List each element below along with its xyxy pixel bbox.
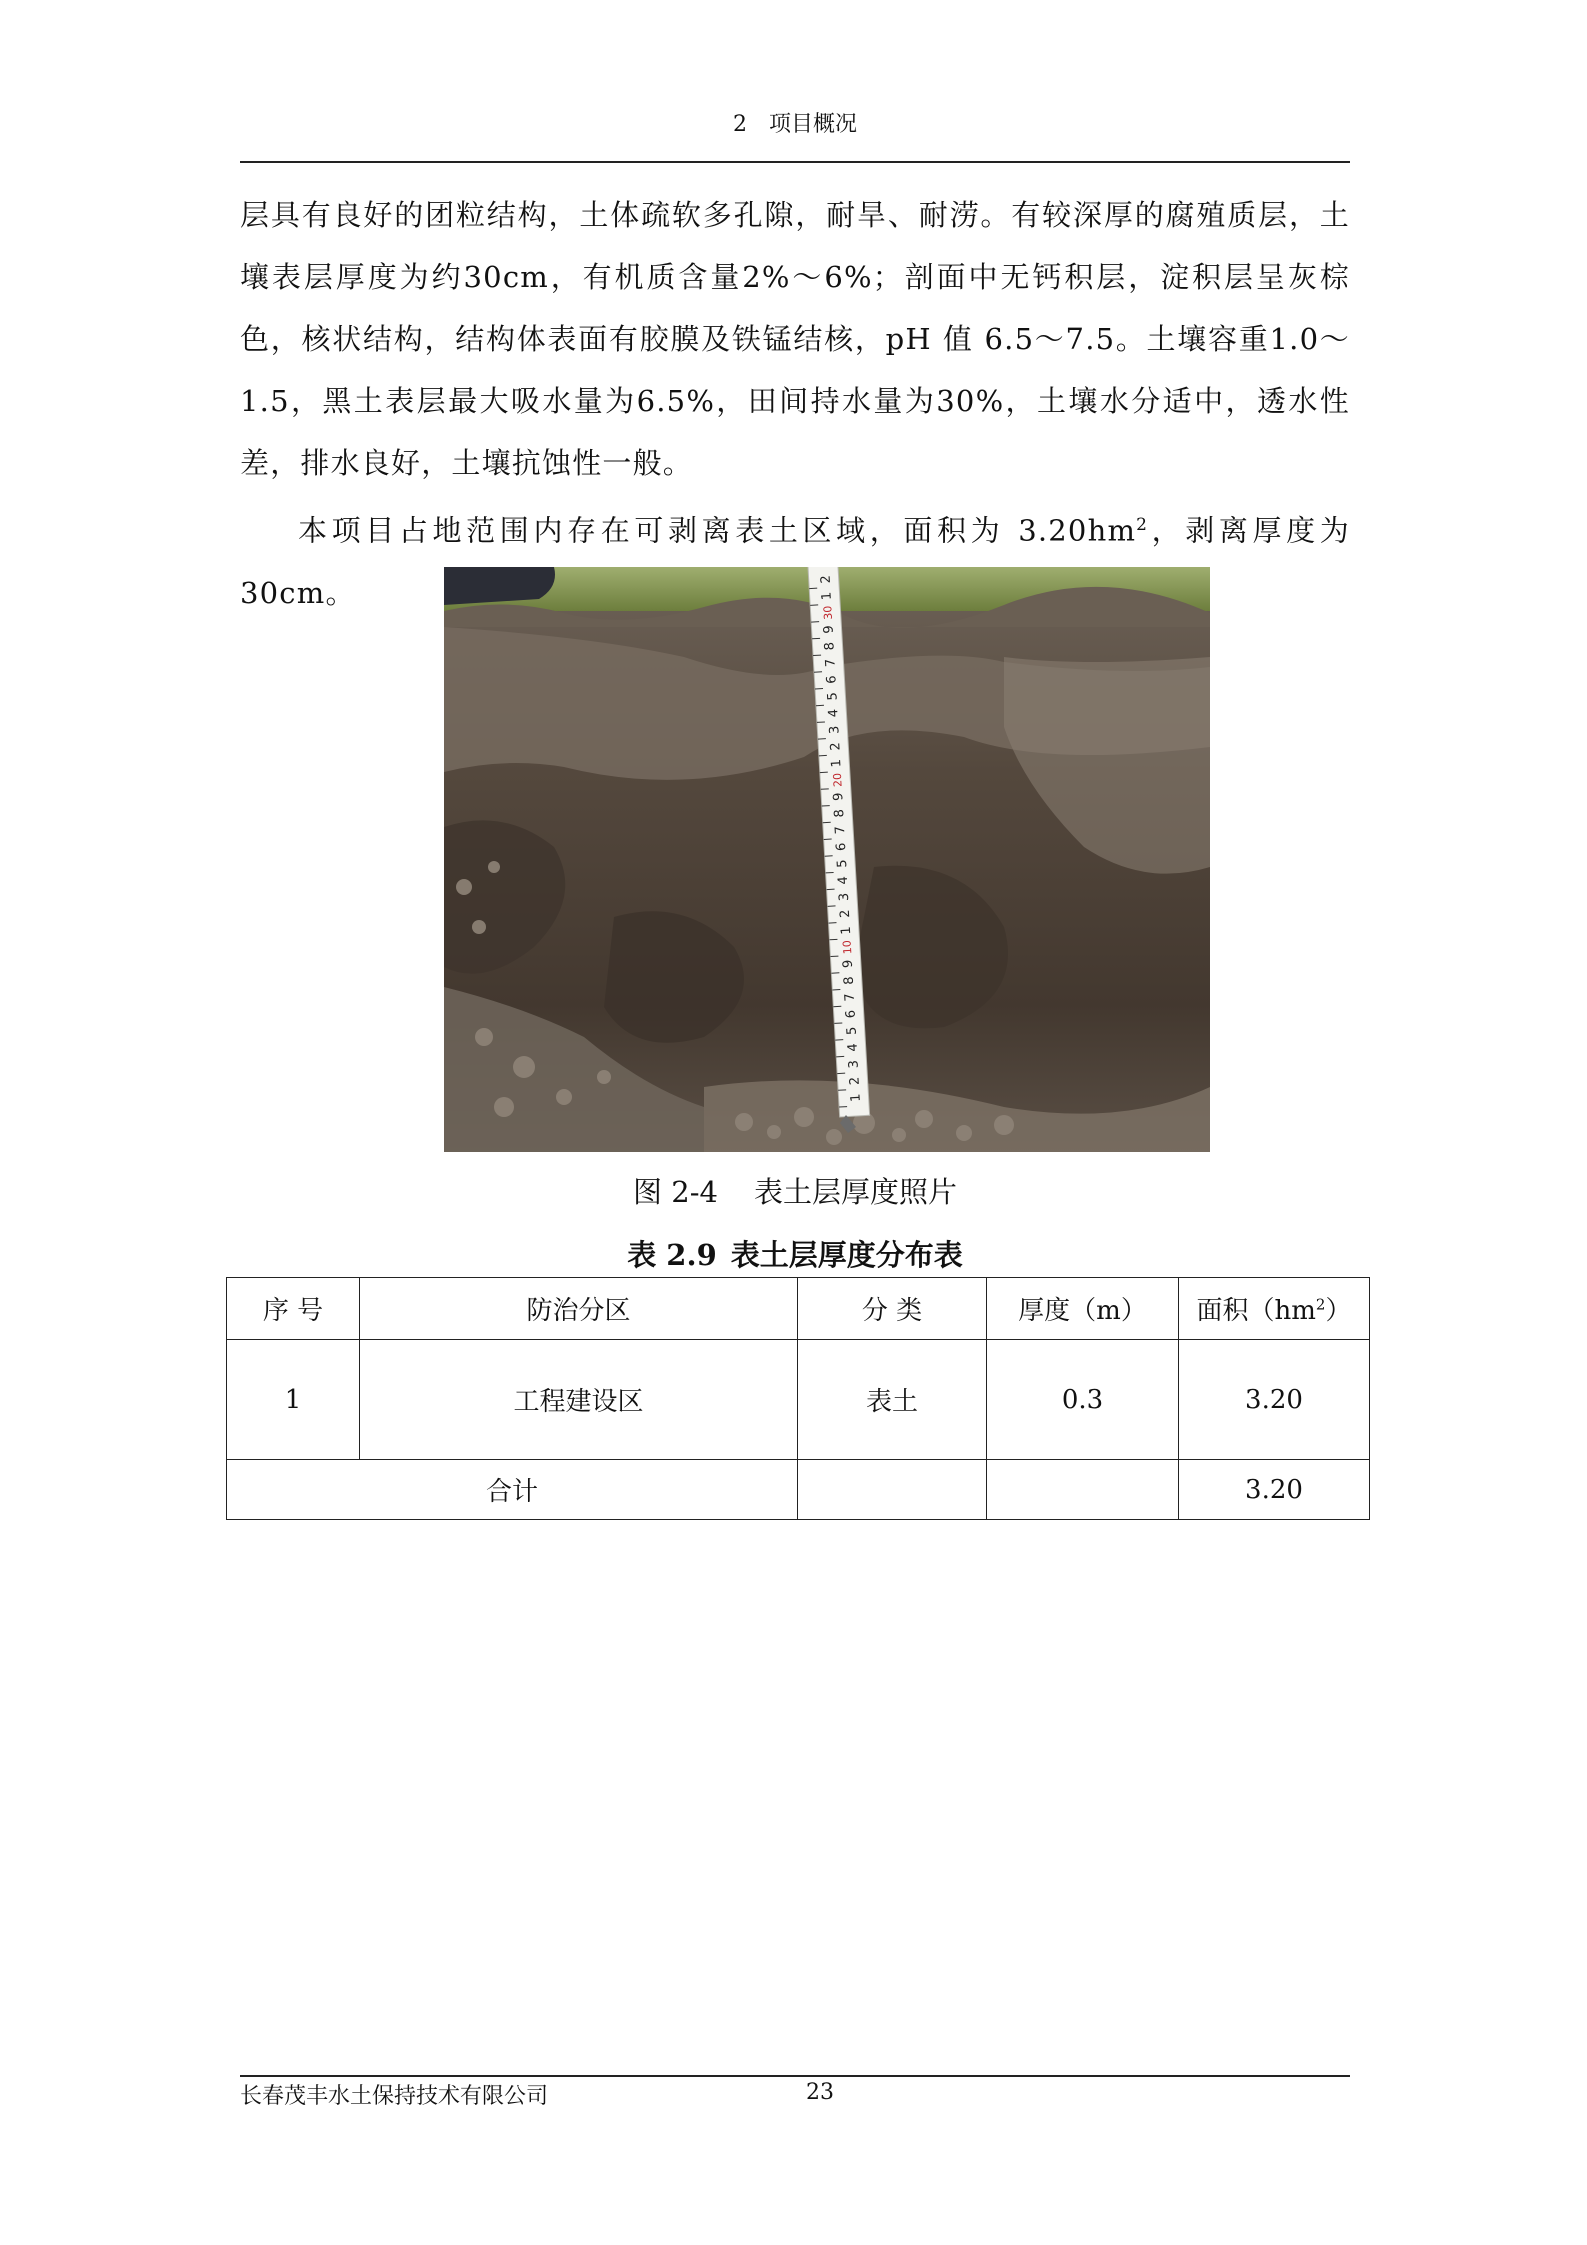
figure-caption bbox=[240, 1172, 1350, 1212]
tape-mark-label: 5 bbox=[834, 858, 851, 869]
cell-zone: 工程建设区 bbox=[360, 1340, 798, 1460]
paragraph-text: 本项目占地范围内存在可剥离表土区域，面积为 3.20hm bbox=[298, 513, 1137, 548]
tape-mark-label: 10 bbox=[840, 939, 855, 955]
total-empty-category bbox=[798, 1460, 987, 1520]
tape-mark-label: 1 bbox=[819, 591, 835, 601]
page-number: 23 bbox=[806, 2080, 834, 2105]
tape-mark-label: 1 bbox=[838, 925, 855, 936]
chapter-title: 项目概况 bbox=[768, 112, 857, 137]
tape-mark-label: 6 bbox=[824, 675, 840, 685]
tape-mark-label: 8 bbox=[831, 808, 848, 818]
footer-company: 长春茂丰水土保持技术有限公司 bbox=[240, 2084, 549, 2109]
table-row bbox=[227, 1340, 1370, 1460]
footer-rule bbox=[240, 2075, 1350, 2077]
tape-mark-label: 6 bbox=[833, 842, 850, 852]
header-index: 序 号 bbox=[227, 1278, 360, 1340]
tape-mark-label: 30 bbox=[821, 605, 836, 621]
tape-mark-label: 1 bbox=[848, 1093, 864, 1103]
header-category: 分 类 bbox=[798, 1278, 987, 1340]
superscript: 2 bbox=[1136, 515, 1149, 535]
header-area-sup: 2 bbox=[1315, 1295, 1326, 1314]
cell-area: 3.20 bbox=[1179, 1340, 1370, 1460]
cell-thickness: 0.3 bbox=[987, 1340, 1179, 1460]
cell-index: 1 bbox=[227, 1340, 360, 1460]
tape-mark-label: 20 bbox=[830, 772, 845, 788]
paragraph-text: ，剥离厚度为 30cm。 bbox=[240, 513, 1350, 610]
header-area-close: ） bbox=[1325, 1296, 1352, 1326]
tape-mark-label: 4 bbox=[826, 708, 842, 718]
tape-mark-label: 2 bbox=[837, 909, 854, 919]
header-area-text: 面积（hm bbox=[1196, 1296, 1316, 1326]
tape-mark-label: 9 bbox=[821, 624, 837, 635]
chapter-number: 2 bbox=[732, 112, 747, 137]
tape-mark-label: 2 bbox=[818, 574, 834, 584]
soil-profile-photo bbox=[444, 567, 1210, 1152]
header-area bbox=[1179, 1278, 1370, 1340]
table-label: 表 2.9 bbox=[627, 1238, 717, 1272]
tape-mark-label: 5 bbox=[825, 691, 841, 701]
tape-mark-label: 3 bbox=[827, 725, 843, 735]
header-zone: 防治分区 bbox=[360, 1278, 798, 1340]
tape-mark-label: 6 bbox=[843, 1009, 860, 1019]
table-title-text: 表土层厚度分布表 bbox=[730, 1238, 963, 1272]
tape-mark-label: 7 bbox=[823, 658, 839, 668]
tape-mark-label: 7 bbox=[842, 992, 859, 1002]
page-header bbox=[240, 110, 1350, 140]
tape-mark-label: 9 bbox=[840, 959, 857, 969]
tape-mark-label: 8 bbox=[822, 641, 838, 651]
total-label: 合计 bbox=[227, 1460, 798, 1520]
topsoil-distribution-table bbox=[226, 1277, 1370, 1520]
header-rule bbox=[240, 161, 1350, 163]
tape-mark-label: 3 bbox=[846, 1059, 862, 1069]
tape-mark-label: 5 bbox=[844, 1026, 860, 1036]
total-area: 3.20 bbox=[1179, 1460, 1370, 1520]
tape-mark-label: 2 bbox=[828, 741, 844, 752]
tape-mark-label: 9 bbox=[831, 792, 847, 802]
tape-mark-label: 8 bbox=[841, 976, 858, 986]
cell-category: 表土 bbox=[798, 1340, 987, 1460]
figure-caption-text: 表土层厚度照片 bbox=[753, 1175, 957, 1209]
tape-mark-label: 4 bbox=[845, 1042, 861, 1053]
header-thickness: 厚度（m） bbox=[987, 1278, 1179, 1340]
total-empty-thickness bbox=[987, 1460, 1179, 1520]
tape-mark-label: 3 bbox=[836, 892, 853, 902]
tape-mark-label: 1 bbox=[829, 758, 845, 768]
paragraph-soil-description: 层具有良好的团粒结构，土体疏软多孔隙，耐旱、耐涝。有较深厚的腐殖质层，土壤表层厚度为约30cm，有机质含量2%～6%；剖面中无钙积层，淀积层呈灰棕色，核状结构，结构体表面有胶膜及铁锰结核，pH 值 6.5～7.5。土壤容重1.0～1.5，黑土表层最大吸水量为6.5%，田间持水量为30%，土壤水分适中，透水性差，排水良好，土壤抗蚀性一般。 bbox=[240, 198, 1350, 480]
figure-label: 图 2-4 bbox=[633, 1175, 718, 1209]
table-header-row bbox=[227, 1278, 1370, 1340]
tape-mark-label: 2 bbox=[847, 1076, 863, 1086]
photo-illustration bbox=[444, 567, 1210, 1152]
tape-mark-label: 4 bbox=[835, 875, 852, 885]
table-total-row bbox=[227, 1460, 1370, 1520]
tape-mark-label: 7 bbox=[832, 825, 849, 835]
body-text bbox=[240, 184, 1350, 624]
table-title bbox=[240, 1235, 1350, 1275]
